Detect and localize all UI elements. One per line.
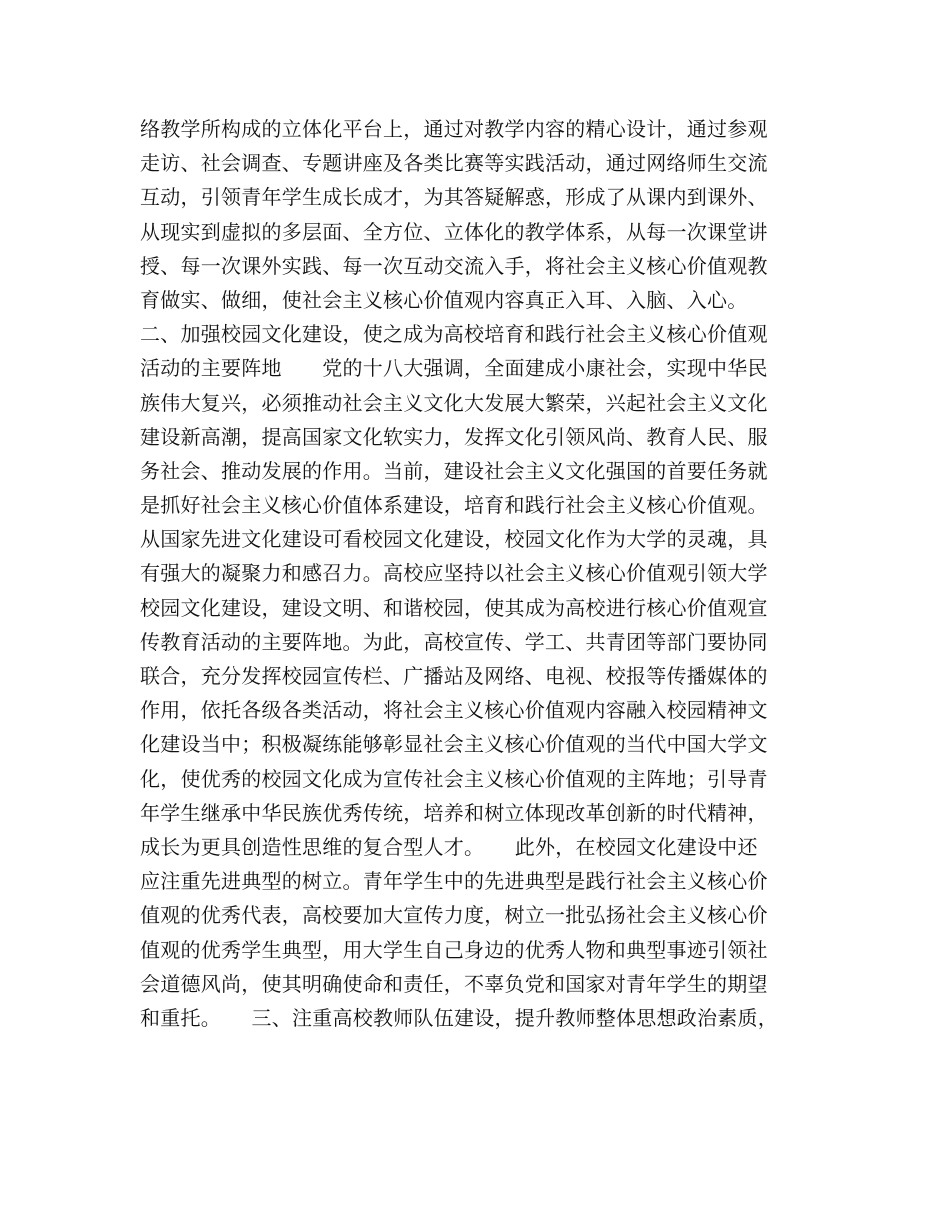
- text-line: 会道德风尚，使其明确使命和责任，不辜负党和国家对青年学生的期望: [140, 971, 768, 996]
- text-line: 值观的优秀学生典型，用大学生自己身边的优秀人物和典型事迹引领社: [140, 937, 768, 962]
- text-line: 育做实、做细，使社会主义核心价值观内容真正入耳、入脑、入心。: [140, 287, 748, 312]
- text-line: 络教学所构成的立体化平台上，通过对教学内容的精心设计，通过参观: [140, 117, 768, 141]
- text-line: 校园文化建设，建设文明、和谐校园，使其成为高校进行核心价值观宣: [140, 595, 768, 620]
- text-line: 从现实到虚拟的多层面、全方位、立体化的教学体系，从每一次课堂讲: [140, 219, 768, 244]
- text-line: 值观的优秀代表，高校要加大宣传力度，树立一批弘扬社会主义核心价: [140, 903, 768, 928]
- text-line: 年学生继承中华民族优秀传统，培养和树立体现改革创新的时代精神，: [140, 800, 768, 825]
- text-line: 从国家先进文化建设可看校园文化建设，校园文化作为大学的灵魂，具: [140, 527, 768, 552]
- text-line: 联合，充分发挥校园宣传栏、广播站及网络、电视、校报等传播媒体的: [140, 664, 768, 688]
- text-line: 化建设当中；积极凝练能够彰显社会主义核心价值观的当代中国大学文: [140, 732, 768, 757]
- text-line: 成长为更具创造性思维的复合型人才。 此外，在校园文化建设中还: [140, 834, 758, 859]
- text-line: 建设新高潮，提高国家文化软实力，发挥文化引领风尚、教育人民、服: [140, 424, 768, 449]
- text-line: 传教育活动的主要阵地。为此，高校宣传、学工、共青团等部门要协同: [140, 629, 768, 654]
- text-line: 授、每一次课外实践、每一次互动交流入手，将社会主义核心价值观教: [140, 253, 768, 278]
- text-line: 互动，引领青年学生成长成才，为其答疑解惑，形成了从课内到课外、: [140, 185, 768, 210]
- text-line: 走访、社会调查、专题讲座及各类比赛等实践活动，通过网络师生交流: [140, 151, 768, 176]
- text-line: 有强大的凝聚力和感召力。高校应坚持以社会主义核心价值观引领大学: [140, 561, 768, 586]
- text-line: 族伟大复兴，必须推动社会主义文化大发展大繁荣，兴起社会主义文化: [140, 390, 768, 415]
- text-line: 和重托。 三、注重高校教师队伍建设，提升教师整体思想政治素质，: [140, 1005, 778, 1030]
- text-line: 活动的主要阵地 党的十八大强调，全面建成小康社会，实现中华民: [140, 356, 768, 381]
- text-line: 是抓好社会主义核心价值体系建设，培育和践行社会主义核心价值观。: [140, 493, 768, 518]
- body-text: [140, 112, 830, 1035]
- text-line: 二、加强校园文化建设，使之成为高校培育和践行社会主义核心价值观: [140, 322, 768, 347]
- text-line: 应注重先进典型的树立。青年学生中的先进典型是践行社会主义核心价: [140, 869, 768, 894]
- text-line: 作用，依托各级各类活动，将社会主义核心价值观内容融入校园精神文: [140, 698, 768, 723]
- text-line: 化，使优秀的校园文化成为宣传社会主义核心价值观的主阵地；引导青: [140, 766, 768, 791]
- text-line: 务社会、推动发展的作用。当前，建设社会主义文化强国的首要任务就: [140, 458, 768, 483]
